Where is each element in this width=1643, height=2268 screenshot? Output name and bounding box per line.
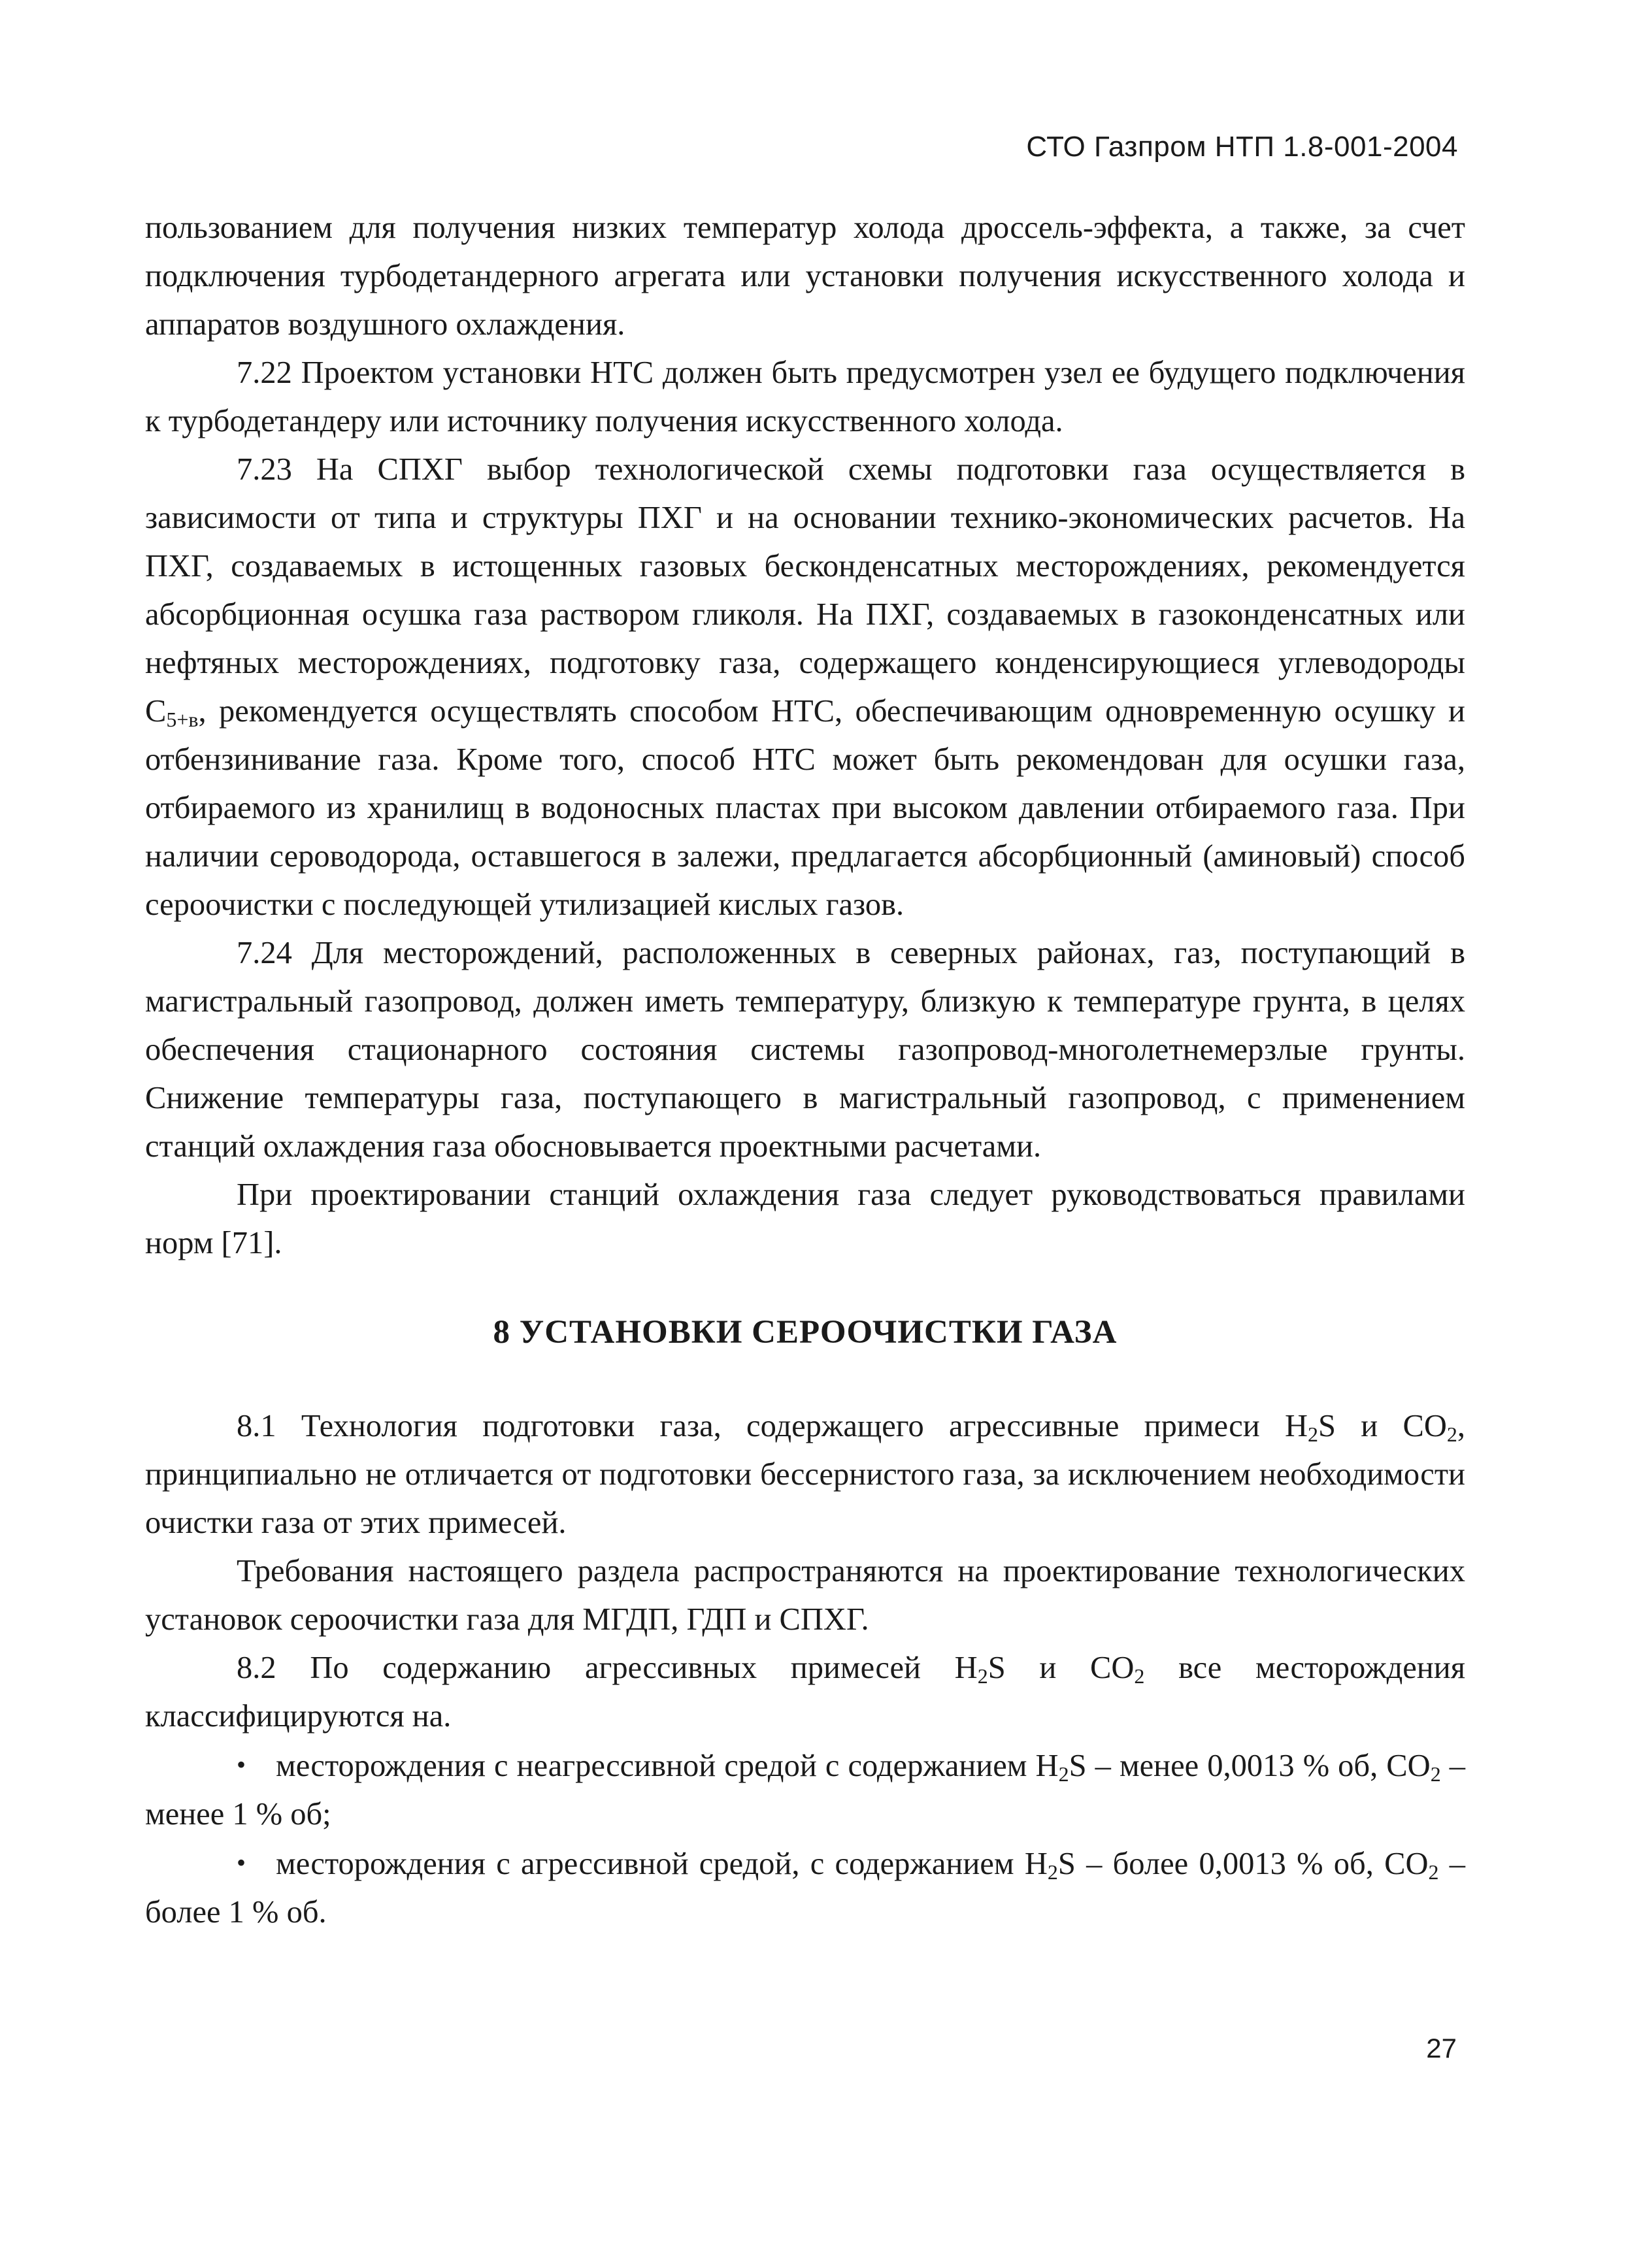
bullet-2-part-a: месторождения с агрессивной средой, с содержанием Н (276, 1847, 1048, 1881)
subscript-co2: 2 (1428, 1860, 1439, 1884)
subscript-co2: 2 (1134, 1664, 1145, 1688)
paragraph-7-23 (145, 446, 1465, 929)
subscript-h2: 2 (977, 1664, 988, 1688)
bullet-1-part-b: S – менее 0,0013 % об, СО (1069, 1749, 1431, 1783)
subscript-h2: 2 (1308, 1422, 1319, 1446)
paragraph-7-24-norms: При проектировании станций охлаждения газа следует руководствоваться правилами норм [71]. (145, 1177, 1465, 1260)
bullet-item-non-aggressive (145, 1741, 1465, 1839)
bullet-2-part-b: S – более 0,0013 % об, СО (1057, 1847, 1429, 1881)
paragraph-7-23-part-b: , рекомендуется осуществлять способом НТС, обеспечивающим одновременную осушку и отбензинивание газа. Кроме того, способ НТС может быть рекомендован для осушки газа, отбираемого из хранилищ в водоносных пластах при высоком давлении отбираемого газа. При наличии сероводорода, оставшегося в залежи, предлагается абсорбционный (аминовый) способ сероочистки с последующей утилизацией кислых газов. (145, 694, 1465, 922)
subscript-co2: 2 (1430, 1762, 1441, 1786)
bullet-1-part-a: месторождения с неагрессивной средой с содержанием Н (276, 1749, 1059, 1783)
paragraph-8-1-part-b: S и СО (1318, 1409, 1447, 1443)
paragraph-8-1 (145, 1402, 1465, 1547)
paragraph-8-1-part-a: 8.1 Технология подготовки газа, содержащего агрессивные примеси Н (237, 1409, 1308, 1443)
section-8-title: 8 УСТАНОВКИ СЕРООЧИСТКИ ГАЗА (493, 1314, 1118, 1351)
bullet-icon: • (237, 1848, 246, 1877)
bullet-icon: • (237, 1750, 246, 1779)
paragraph-7-23-part-a: 7.23 На СПХГ выбор технологической схемы подготовки газа осуществляется в зависимости от типа и структуры ПХГ и на основании технико-экономических расчетов. На ПХГ, создаваемых в истощенных газовых бесконденсатных месторождениях, рекомендуется абсорбционная осушка газа раствором гликоля. На ПХГ, создаваемых в газоконденсатных или нефтяных месторождениях, подготовку газа, содержащего конденсирующиеся углеводороды С (145, 452, 1465, 729)
paragraph-7-24: 7.24 Для месторождений, расположенных в северных районах, газ, поступающий в магистральный газопровод, должен иметь температуру, близкую к температуре грунта, в целях обеспечения стационарного состояния системы газопровод-многолетнемерзлые грунты. Снижение температуры газа, поступающего в магистральный газопровод, с применением станций охлаждения газа обосновывается проектными расчетами. (145, 936, 1465, 1164)
subscript-h2: 2 (1058, 1762, 1069, 1786)
page-number: 27 (1426, 2033, 1457, 2063)
paragraph-7-22: 7.22 Проектом установки НТС должен быть предусмотрен узел ее будущего подключения к турбодетандеру или источнику получения искусственного холода. (145, 355, 1465, 438)
document-header-code: СТО Газпром НТП 1.8-001-2004 (1026, 131, 1458, 163)
bullet-2-part-c: – более 1 % об. (145, 1847, 1466, 1930)
paragraph-continuation: пользованием для получения низких температур холода дроссель-эффекта, а также, за счет подключения турбодетандерного агрегата или установки получения искусственного холода и аппаратов воздушного охлаждения. (145, 210, 1465, 342)
bullet-item-aggressive (145, 1839, 1465, 1937)
paragraph-8-2-part-a: 8.2 По содержанию агрессивных примесей Н (237, 1651, 978, 1685)
paragraph-8-1-requirements: Требования настоящего раздела распространяются на проектирование технологических установок сероочистки газа для МГДП, ГДП и СПХГ. (145, 1554, 1465, 1637)
subscript-co2: 2 (1446, 1422, 1457, 1446)
subscript-c5: 5+в (166, 708, 199, 731)
paragraph-8-2 (145, 1644, 1465, 1741)
bullet-1-part-c: – менее 1 % об; (145, 1749, 1466, 1832)
paragraph-8-2-part-c: все месторождения классифицируются на. (145, 1651, 1465, 1734)
document-body (145, 204, 1465, 1937)
subscript-h2: 2 (1047, 1860, 1058, 1884)
paragraph-8-2-part-b: S и СО (987, 1651, 1135, 1685)
paragraph-8-1-part-c: , принципиально не отличается от подготовки бессернистого газа, за исключением необходимости очистки газа от этих примесей. (145, 1409, 1465, 1540)
